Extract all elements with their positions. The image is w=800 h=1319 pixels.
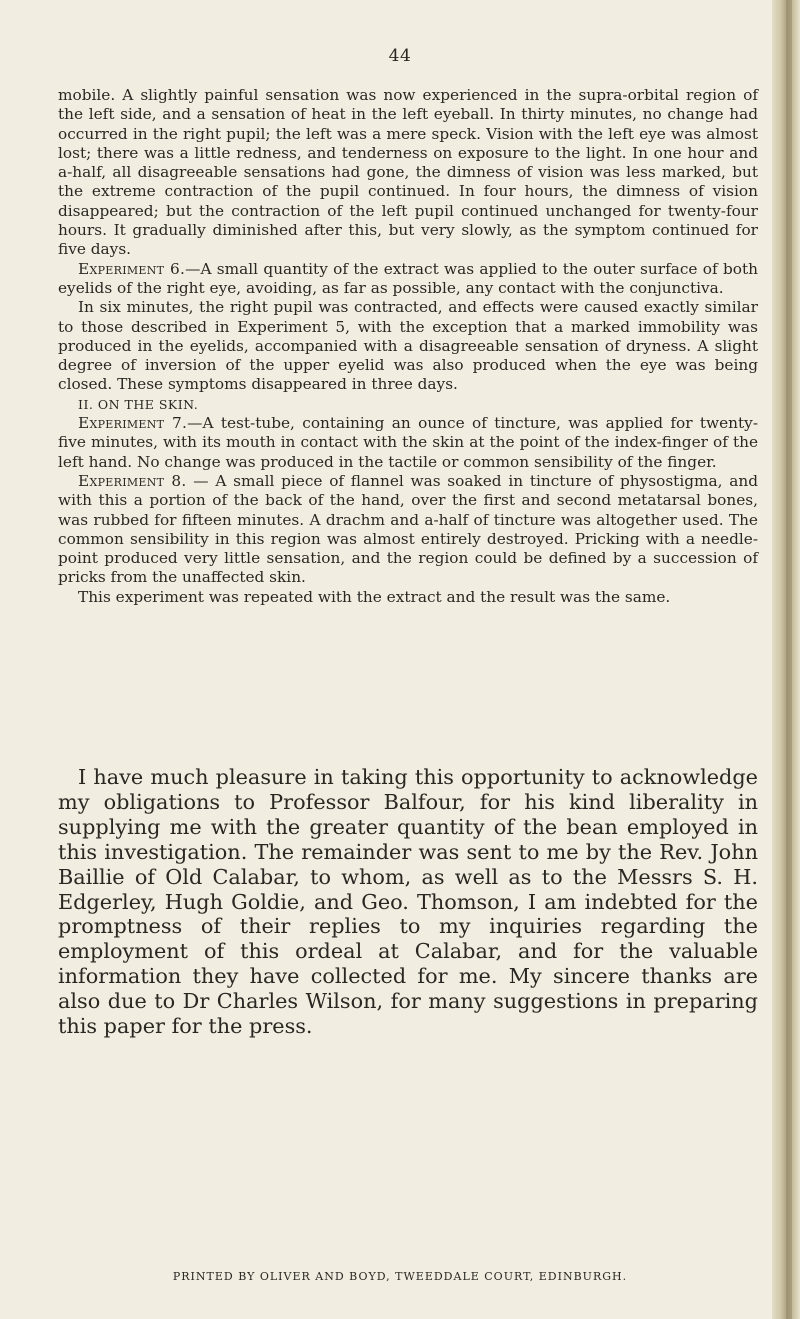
printer-imprint: PRINTED BY OLIVER AND BOYD, TWEEDDALE COURT, EDINBURGH.: [172, 1270, 628, 1283]
experiment-6-label: Experiment 6.: [78, 259, 186, 278]
page-number: 44: [388, 46, 412, 66]
experiment-7-paragraph: [58, 414, 758, 472]
experiments-text: [58, 86, 758, 607]
experiment-6-result-paragraph: In six minutes, the right pupil was contracted, and effects were caused exactly similar to those described in Experiment 5, with the exception that a marked immobility was produced in the eyelids, accompanied with a disagreeable sensation of dryness. A slight degree of inversion of the upper eyelid was also produced when the eye was being closed. These symptoms disappeared in three days.: [58, 298, 758, 394]
experiment-7-label: Experiment 7.: [78, 414, 188, 433]
section-heading: II. ON THE SKIN.: [78, 396, 199, 412]
experiment-8-paragraph: [58, 472, 758, 588]
page-edge-line: [786, 0, 792, 1319]
repeat-note-paragraph: This experiment was repeated with the extract and the result was the same.: [78, 587, 671, 606]
experiment-6-text: —A small quantity of the extract was applied to the outer surface of both eyelids of the right eye, avoiding, as far as possible, any contact with the conjunctiva.: [58, 259, 758, 297]
eye-continuation-paragraph: mobile. A slightly painful sensation was now experienced in the supra-orbital region of the left side, and a sensation of heat in the left eyeball. In thirty minutes, no change had occurred in the right pupil; the left was a mere speck. Vision with the left eye was almost lost; there was a little redness, and tenderness on exposure to the light. In one hour and a-half, all disagreeable sensations had gone, the dimness of vision was less marked, but the extreme contraction of the pupil continued. In four hours, the dimness of vision disappeared; but the contraction of the left pupil continued unchanged for twenty-four hours. It gradually diminished after this, but very slowly, as the symptom continued for five days.: [58, 86, 758, 259]
experiment-8-label: Experiment 8.: [78, 471, 187, 490]
experiment-7-text: —A test-tube, containing an ounce of tincture, was applied for twenty-five minutes, with its mouth in contact with the skin at the point of the index-finger of the left hand. No change was produced in the tactile or common sensibility of the finger.: [58, 414, 758, 471]
acknowledgement-paragraph: I have much pleasure in taking this opportunity to acknowledge my obligations to Professor Balfour, for his kind liberality in supplying me with the greater quantity of the bean employed in this investigation. The remainder was sent to me by the Rev. John Baillie of Old Calabar, to whom, as well as to the Messrs S. H. Edgerley, Hugh Goldie, and Geo. Thomson, I am indebted for the promptness of their replies to my inquiries regarding the employment of this ordeal at Calabar, and for the valuable information they have collected for me. My sincere thanks are also due to Dr Charles Wilson, for many suggestions in preparing this paper for the press.: [58, 765, 758, 1039]
experiment-6-paragraph: [58, 260, 758, 299]
experiment-8-text: — A small piece of flannel was soaked in tincture of physostigma, and with this a portion of the back of the hand, over the first and second metatarsal bones, was rubbed for fifteen minutes. A drachm and a-half of tincture was altogether used. The common sensibility in this region was almost entirely destroyed. Pricking with a needle-point produced very little sensation, and the region could be defined by a succession of pricks from the unaffected skin.: [58, 471, 758, 587]
